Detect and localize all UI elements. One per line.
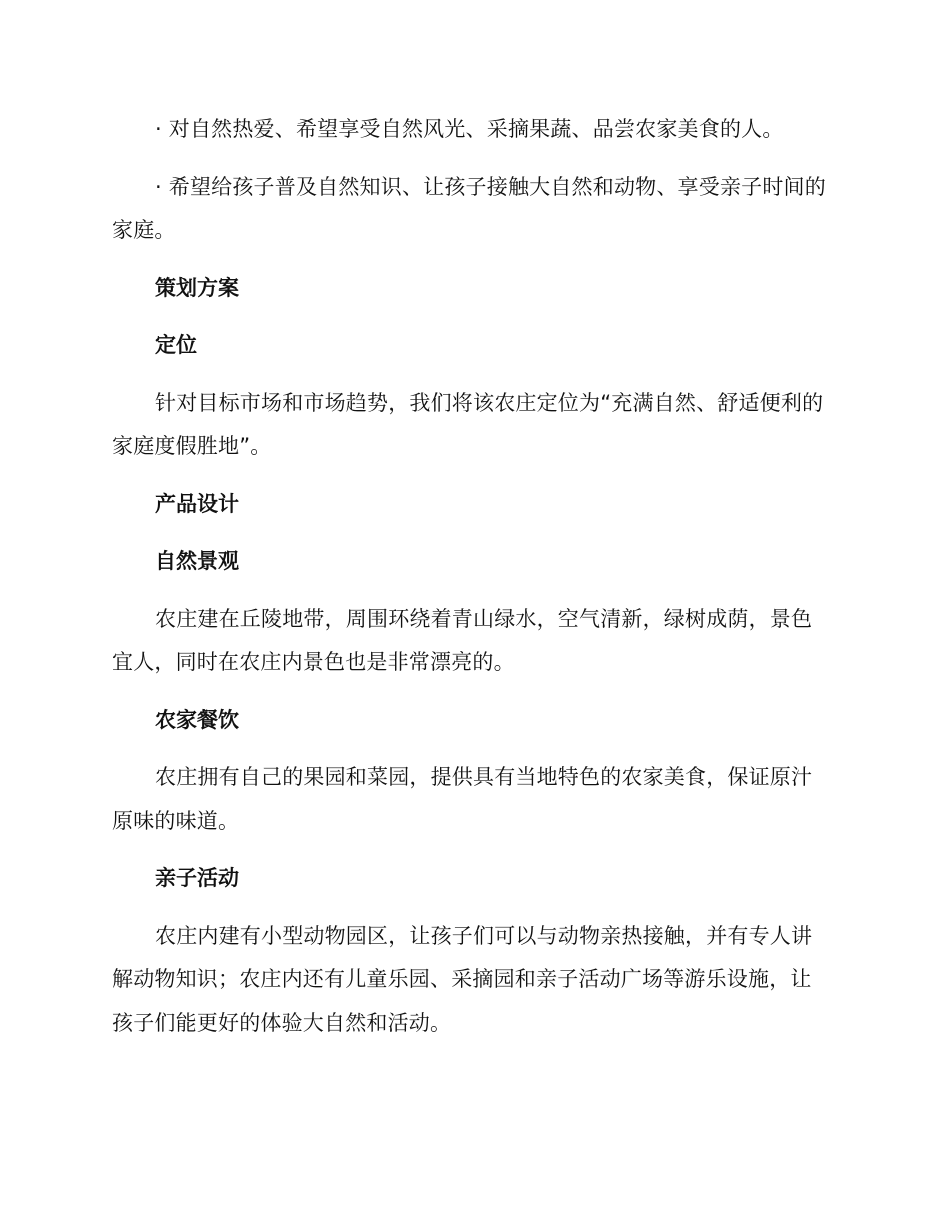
document-page [112, 108, 832, 1045]
heading-farm-dining: 农家餐饮 [155, 707, 239, 732]
dining-paragraph: 农庄拥有自己的果园和菜园，提供具有当地特色的农家美食，保证原汁原味的味道。 [112, 765, 813, 833]
heading-product-design: 产品设计 [155, 491, 239, 516]
heading-plan: 策划方案 [155, 275, 239, 300]
bullet-nature-lovers: · 对自然热爱、希望享受自然风光、采摘果蔬、品尝农家美食的人。 [155, 117, 784, 141]
bullet-families: · 希望给孩子普及自然知识、让孩子接触大自然和动物、享受亲子时间的家庭。 [112, 174, 826, 242]
heading-positioning: 定位 [155, 333, 197, 357]
scenery-paragraph: 农庄建在丘陵地带，周围环绕着青山绿水，空气清新，绿树成荫，景色宜人，同时在农庄内景色也是非常漂亮的。 [112, 606, 813, 674]
heading-natural-scenery: 自然景观 [155, 549, 239, 573]
family-paragraph: 农庄内建有小型动物园区，让孩子们可以与动物亲热接触，并有专人讲解动物知识；农庄内还有儿童乐园、采摘园和亲子活动广场等游乐设施，让孩子们能更好的体验大自然和活动。 [112, 923, 813, 1035]
heading-family-activities: 亲子活动 [155, 866, 239, 890]
positioning-paragraph: 针对目标市场和市场趋势，我们将该农庄定位为“充满自然、舒适便利的家庭度假胜地”。 [112, 390, 824, 458]
